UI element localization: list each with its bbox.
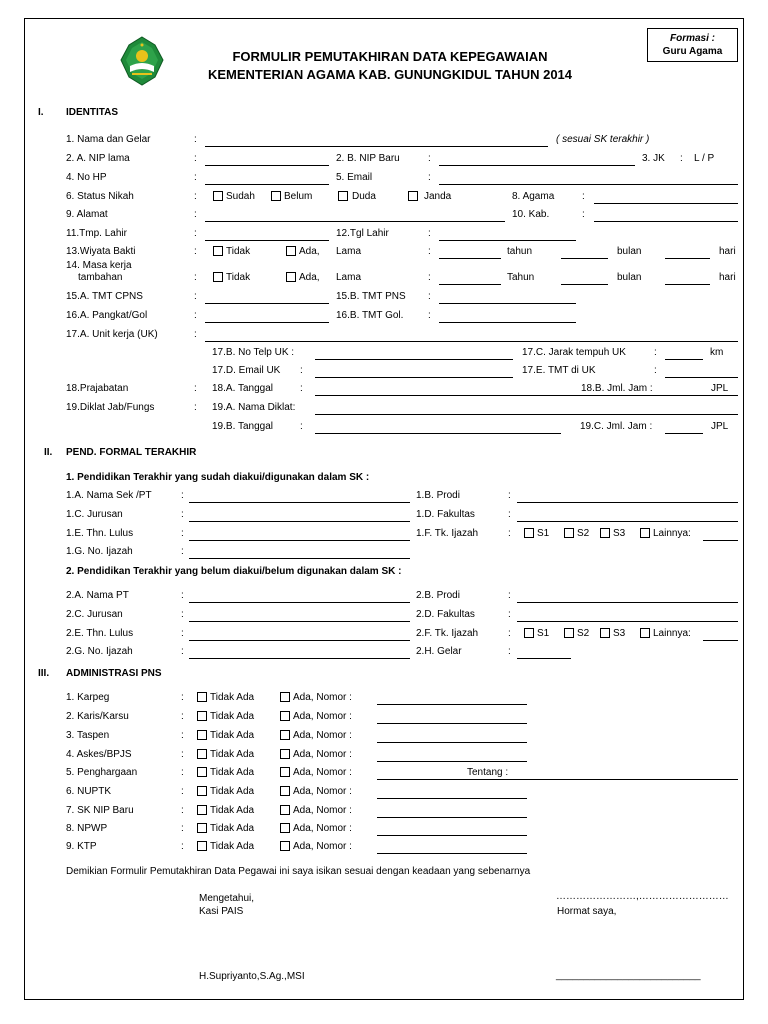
label-tidak-ada: Tidak Ada <box>210 805 255 816</box>
unit-kerja-field[interactable] <box>205 341 738 342</box>
colon: : <box>508 609 511 620</box>
colon: : <box>428 291 431 302</box>
2h-field[interactable] <box>517 658 571 659</box>
admin-item-label: 9. KTP <box>66 841 97 852</box>
checkbox-duda[interactable] <box>338 191 348 201</box>
label-status-nikah: 6. Status Nikah <box>66 191 134 202</box>
label-nama-diklat: 19.A. Nama Diklat: <box>212 402 296 413</box>
section-1-title: IDENTITAS <box>66 107 119 118</box>
label-jarak-tempuh: 17.C. Jarak tempuh UK <box>522 347 626 358</box>
label-km: km <box>710 347 724 358</box>
admin-nomor-field[interactable] <box>377 853 527 854</box>
label-tmt-uk: 17.E. TMT di UK <box>522 365 596 376</box>
checkbox-ada-nomor[interactable] <box>280 823 290 833</box>
label-janda: Janda <box>424 191 452 202</box>
label-jpl: JPL <box>711 421 729 432</box>
jarak-field[interactable] <box>665 359 703 360</box>
label-hari: hari <box>719 272 736 283</box>
label-2b: 2.B. Prodi <box>416 590 460 601</box>
checkbox-ada-nomor[interactable] <box>280 767 290 777</box>
colon: : <box>194 329 197 340</box>
checkbox-wiyata-ada[interactable] <box>286 246 296 256</box>
wiyata-bulan-field[interactable] <box>561 258 608 259</box>
label-ada-nomor: Ada, Nomor : <box>293 805 352 816</box>
colon: : <box>181 692 184 703</box>
label-tmp-lahir: 11.Tmp. Lahir <box>66 228 127 239</box>
label-ada: Ada, <box>299 272 320 283</box>
2a-field[interactable] <box>189 602 410 603</box>
diklat-jam-field[interactable] <box>665 433 703 434</box>
checkbox-ada-nomor[interactable] <box>280 711 290 721</box>
2g-field[interactable] <box>189 658 410 659</box>
admin-item-label: 7. SK NIP Baru <box>66 805 134 816</box>
label-tmt-cpns: 15.A. TMT CPNS <box>66 291 143 302</box>
label-2h: 2.H. Gelar <box>416 646 462 657</box>
colon: : <box>194 383 197 394</box>
checkbox-tidak-ada[interactable] <box>197 786 207 796</box>
admin-nomor-field[interactable] <box>377 835 527 836</box>
colon: : <box>181 490 184 501</box>
label-tidak: Tidak <box>226 246 251 257</box>
title-line-1: FORMULIR PEMUTAKHIRAN DATA KEPEGAWAIAN <box>232 49 548 64</box>
checkbox-masa-tidak[interactable] <box>213 272 223 282</box>
1e-field[interactable] <box>189 540 410 541</box>
label-ada-nomor: Ada, Nomor : <box>293 786 352 797</box>
label-2f: 2.F. Tk. Ijazah <box>416 628 479 639</box>
checkbox-ada-nomor[interactable] <box>280 692 290 702</box>
colon: : <box>181 509 184 520</box>
formasi-label: Formasi : <box>669 33 715 44</box>
label-agama: 8. Agama <box>512 191 555 202</box>
colon: : <box>194 228 197 239</box>
email-field[interactable] <box>439 184 738 185</box>
label-1e: 1.E. Thn. Lulus <box>66 528 134 539</box>
label-masa-kerja-tambahan: tambahan <box>78 272 123 283</box>
label-ada-nomor: Ada, Nomor : <box>293 767 352 778</box>
checkbox-1-s1[interactable] <box>524 528 534 538</box>
label-tidak-ada: Tidak Ada <box>210 823 255 834</box>
statement-text: Demikian Formulir Pemutakhiran Data Pegawai ini saya isikan sesuai dengan keadaan yang sebenarnya <box>66 866 531 877</box>
colon: : <box>181 805 184 816</box>
nama-diklat-field[interactable] <box>315 414 738 415</box>
place-date-dots[interactable]: ……………………,……………………… <box>556 891 729 902</box>
label-1g: 1.G. No. Ijazah <box>66 546 133 557</box>
section-2-title: PEND. FORMAL TERAKHIR <box>66 447 197 458</box>
hp-field[interactable] <box>205 184 329 185</box>
colon: : <box>194 172 197 183</box>
label-2c: 2.C. Jurusan <box>66 609 123 620</box>
label-belum: Belum <box>284 191 313 202</box>
label-kab: 10. Kab. <box>512 209 550 220</box>
label-tidak: Tidak <box>226 272 251 283</box>
colon: : <box>428 153 431 164</box>
label-ada-nomor: Ada, Nomor : <box>293 749 352 760</box>
checkbox-tidak-ada[interactable] <box>197 730 207 740</box>
colon: : <box>181 546 184 557</box>
colon: : <box>194 310 197 321</box>
alamat-field[interactable] <box>205 221 505 222</box>
colon: : <box>181 711 184 722</box>
label-tanggal-19: 19.B. Tanggal <box>212 421 273 432</box>
label-hp: 4. No HP <box>66 172 107 183</box>
colon: : <box>508 590 511 601</box>
formasi-box <box>647 28 738 62</box>
colon: : <box>181 841 184 852</box>
colon: : <box>181 646 184 657</box>
admin-item-label: 2. Karis/Karsu <box>66 711 129 722</box>
label-tidak-ada: Tidak Ada <box>210 786 255 797</box>
admin-nomor-field[interactable] <box>377 761 527 762</box>
colon: : <box>194 191 197 202</box>
checkbox-ada-nomor[interactable] <box>280 805 290 815</box>
label-s2: S2 <box>577 528 590 539</box>
label-tidak-ada: Tidak Ada <box>210 692 255 703</box>
pangkat-field[interactable] <box>205 322 329 323</box>
wiyata-tahun-field[interactable] <box>439 258 501 259</box>
label-2e: 2.E. Thn. Lulus <box>66 628 134 639</box>
colon: : <box>181 730 184 741</box>
colon: : <box>428 172 431 183</box>
wiyata-hari-field[interactable] <box>665 258 710 259</box>
colon: : <box>428 246 431 257</box>
tmt-uk-field[interactable] <box>665 377 738 378</box>
label-tidak-ada: Tidak Ada <box>210 841 255 852</box>
mengetahui-label: Mengetahui, <box>199 893 255 904</box>
checkbox-belum[interactable] <box>271 191 281 201</box>
label-1d: 1.D. Fakultas <box>416 509 475 520</box>
checkbox-1-lainnya[interactable] <box>640 528 650 538</box>
telp-uk-field[interactable] <box>315 359 513 360</box>
agama-field[interactable] <box>594 203 738 204</box>
checkbox-tidak-ada[interactable] <box>197 692 207 702</box>
colon: : <box>582 191 585 202</box>
label-tahun: Tahun <box>507 272 535 283</box>
checkbox-tidak-ada[interactable] <box>197 841 207 851</box>
checkbox-ada-nomor[interactable] <box>280 749 290 759</box>
prajabatan-tanggal-field[interactable] <box>315 395 738 396</box>
masa-tahun-field[interactable] <box>439 284 501 285</box>
label-lainnya: Lainnya: <box>653 528 691 539</box>
tmt-gol-field[interactable] <box>439 322 576 323</box>
label-lama: Lama <box>336 272 362 283</box>
1a-field[interactable] <box>189 502 410 503</box>
colon: : <box>428 310 431 321</box>
checkbox-janda[interactable] <box>408 191 418 201</box>
checkbox-ada-nomor[interactable] <box>280 786 290 796</box>
checkbox-2-s3[interactable] <box>600 628 610 638</box>
checkbox-2-lainnya[interactable] <box>640 628 650 638</box>
admin-item-label: 3. Taspen <box>66 730 110 741</box>
colon: : <box>508 509 511 520</box>
label-alamat: 9. Alamat <box>66 209 108 220</box>
checkbox-tidak-ada[interactable] <box>197 823 207 833</box>
label-lainnya: Lainnya: <box>653 628 691 639</box>
colon: : <box>300 383 303 394</box>
label-tahun: tahun <box>507 246 533 257</box>
label-hari: hari <box>719 246 736 257</box>
label-jml-jam-19: 19.C. Jml. Jam : <box>580 421 653 432</box>
colon: : <box>194 209 197 220</box>
email-uk-field[interactable] <box>315 377 513 378</box>
1g-field[interactable] <box>189 558 410 559</box>
label-s1: S1 <box>537 528 550 539</box>
label-masa-kerja: 14. Masa kerja <box>66 260 132 271</box>
colon: : <box>181 528 184 539</box>
admin-item-label: 5. Penghargaan <box>66 767 138 778</box>
subsection-1-title: 1. Pendidikan Terakhir yang sudah diakui/digunakan dalam SK : <box>66 472 370 483</box>
colon: : <box>582 209 585 220</box>
checkbox-1-s2[interactable] <box>564 528 574 538</box>
label-email-uk: 17.D. Email UK <box>212 365 281 376</box>
colon: : <box>508 528 511 539</box>
colon: : <box>428 228 431 239</box>
admin-item-label: 6. NUPTK <box>66 786 112 797</box>
label-pangkat: 16.A. Pangkat/Gol <box>66 310 148 321</box>
jk-options[interactable]: L / P <box>694 153 715 164</box>
colon: : <box>654 365 657 376</box>
colon: : <box>428 272 431 283</box>
label-duda: Duda <box>352 191 376 202</box>
checkbox-ada-nomor[interactable] <box>280 730 290 740</box>
colon: : <box>194 272 197 283</box>
label-ada-nomor: Ada, Nomor : <box>293 692 352 703</box>
1c-field[interactable] <box>189 521 410 522</box>
label-sudah: Sudah <box>226 191 255 202</box>
label-tidak-ada: Tidak Ada <box>210 749 255 760</box>
label-s3: S3 <box>613 528 626 539</box>
colon: : <box>181 767 184 778</box>
label-nip-lama: 2. A. NIP lama <box>66 153 130 164</box>
section-3-title: ADMINISTRASI PNS <box>66 668 162 679</box>
label-prajabatan: 18.Prajabatan <box>66 383 129 394</box>
label-jml-jam-18: 18.B. Jml. Jam : <box>581 383 653 394</box>
penghargaan-nomor-field[interactable] <box>377 779 738 780</box>
label-tidak-ada: Tidak Ada <box>210 767 255 778</box>
label-1b: 1.B. Prodi <box>416 490 460 501</box>
2d-field[interactable] <box>517 621 738 622</box>
checkbox-sudah[interactable] <box>213 191 223 201</box>
colon: : <box>194 134 197 145</box>
label-tentang: Tentang : <box>467 767 509 778</box>
colon: : <box>194 291 197 302</box>
nama-note: ( sesuai SK terakhir ) <box>556 134 650 145</box>
admin-item-label: 8. NPWP <box>66 823 108 834</box>
label-tmt-pns: 15.B. TMT PNS <box>336 291 406 302</box>
admin-nomor-field[interactable] <box>377 704 527 705</box>
checkbox-tidak-ada[interactable] <box>197 749 207 759</box>
admin-item-label: 1. Karpeg <box>66 692 110 703</box>
admin-nomor-field[interactable] <box>377 817 527 818</box>
colon: : <box>181 786 184 797</box>
colon: : <box>300 365 303 376</box>
label-s1: S1 <box>537 628 550 639</box>
tgl-lahir-field[interactable] <box>439 240 576 241</box>
tmt-pns-field[interactable] <box>439 303 576 304</box>
label-ada-nomor: Ada, Nomor : <box>293 841 352 852</box>
section-2-number: II. <box>44 447 53 458</box>
label-tanggal-18: 18.A. Tanggal <box>212 383 273 394</box>
checkbox-ada-nomor[interactable] <box>280 841 290 851</box>
diklat-tanggal-field[interactable] <box>315 433 561 434</box>
page-title <box>170 48 610 84</box>
label-1a: 1.A. Nama Sek /PT <box>66 490 152 501</box>
label-tidak-ada: Tidak Ada <box>210 711 255 722</box>
label-tmt-gol: 16.B. TMT Gol. <box>336 310 404 321</box>
colon: : <box>181 749 184 760</box>
label-bulan: bulan <box>617 272 642 283</box>
signer-name: H.Supriyanto,S.Ag.,MSI <box>199 971 305 982</box>
2e-field[interactable] <box>189 640 410 641</box>
label-ada-nomor: Ada, Nomor : <box>293 711 352 722</box>
label-tgl-lahir: 12.Tgl Lahir <box>336 228 389 239</box>
label-ada-nomor: Ada, Nomor : <box>293 730 352 741</box>
colon: : <box>508 646 511 657</box>
colon: : <box>194 402 197 413</box>
subsection-2-title: 2. Pendidikan Terakhir yang belum diakui/belum digunakan dalam SK : <box>66 566 402 577</box>
2-lainnya-field[interactable] <box>703 640 738 641</box>
colon: : <box>508 628 511 639</box>
label-2a: 2.A. Nama PT <box>66 590 129 601</box>
kasi-pais-label: Kasi PAIS <box>199 906 244 917</box>
title-line-2: KEMENTERIAN AGAMA KAB. GUNUNGKIDUL TAHUN 2014 <box>207 67 573 82</box>
checkbox-tidak-ada[interactable] <box>197 711 207 721</box>
label-ada-nomor: Ada, Nomor : <box>293 823 352 834</box>
label-telp-uk: 17.B. No Telp UK : <box>212 347 295 358</box>
kemenag-logo-icon <box>120 36 164 86</box>
label-lama: Lama <box>336 246 362 257</box>
colon: : <box>194 153 197 164</box>
label-jpl: JPL <box>711 383 729 394</box>
checkbox-2-s1[interactable] <box>524 628 534 638</box>
admin-nomor-field[interactable] <box>377 723 527 724</box>
admin-nomor-field[interactable] <box>377 798 527 799</box>
label-s2: S2 <box>577 628 590 639</box>
label-bulan: bulan <box>617 246 642 257</box>
tmt-cpns-field[interactable] <box>205 303 329 304</box>
label-nama: 1. Nama dan Gelar <box>66 134 151 145</box>
colon: : <box>680 153 683 164</box>
masa-hari-field[interactable] <box>665 284 710 285</box>
colon: : <box>300 421 303 432</box>
colon: : <box>508 490 511 501</box>
tmp-lahir-field[interactable] <box>205 240 329 241</box>
section-3-number: III. <box>38 668 50 679</box>
formasi-value: Guru Agama <box>662 46 723 57</box>
nip-lama-field[interactable] <box>205 165 329 166</box>
checkbox-wiyata-tidak[interactable] <box>213 246 223 256</box>
label-tidak-ada: Tidak Ada <box>210 730 255 741</box>
admin-nomor-field[interactable] <box>377 742 527 743</box>
masa-bulan-field[interactable] <box>561 284 608 285</box>
label-wiyata-bakti: 13.Wiyata Bakti <box>66 246 136 257</box>
colon: : <box>181 590 184 601</box>
label-email: 5. Email <box>336 172 373 183</box>
label-ada: Ada, <box>299 246 320 257</box>
label-1f: 1.F. Tk. Ijazah <box>416 528 479 539</box>
kab-field[interactable] <box>594 221 738 222</box>
signature-line[interactable]: __________________________ <box>556 970 701 981</box>
nama-field[interactable] <box>205 146 548 147</box>
nip-baru-field[interactable] <box>439 165 635 166</box>
checkbox-1-s3[interactable] <box>600 528 610 538</box>
colon: : <box>181 609 184 620</box>
colon: : <box>181 628 184 639</box>
2b-field[interactable] <box>517 602 738 603</box>
label-jk: 3. JK <box>642 153 665 164</box>
label-unit-kerja: 17.A. Unit kerja (UK) <box>66 329 158 340</box>
checkbox-masa-ada[interactable] <box>286 272 296 282</box>
1d-field[interactable] <box>517 521 738 522</box>
colon: : <box>194 246 197 257</box>
checkbox-tidak-ada[interactable] <box>197 805 207 815</box>
1-lainnya-field[interactable] <box>703 540 738 541</box>
label-2d: 2.D. Fakultas <box>416 609 475 620</box>
2c-field[interactable] <box>189 621 410 622</box>
label-diklat: 19.Diklat Jab/Fungs <box>66 402 155 413</box>
label-nip-baru: 2. B. NIP Baru <box>336 153 400 164</box>
label-s3: S3 <box>613 628 626 639</box>
hormat-saya-label: Hormat saya, <box>557 906 617 917</box>
colon: : <box>181 823 184 834</box>
checkbox-tidak-ada[interactable] <box>197 767 207 777</box>
section-1-number: I. <box>38 107 44 118</box>
checkbox-2-s2[interactable] <box>564 628 574 638</box>
1b-field[interactable] <box>517 502 738 503</box>
admin-item-label: 4. Askes/BPJS <box>66 749 132 760</box>
label-2g: 2.G. No. Ijazah <box>66 646 133 657</box>
label-1c: 1.C. Jurusan <box>66 509 123 520</box>
colon: : <box>654 347 657 358</box>
